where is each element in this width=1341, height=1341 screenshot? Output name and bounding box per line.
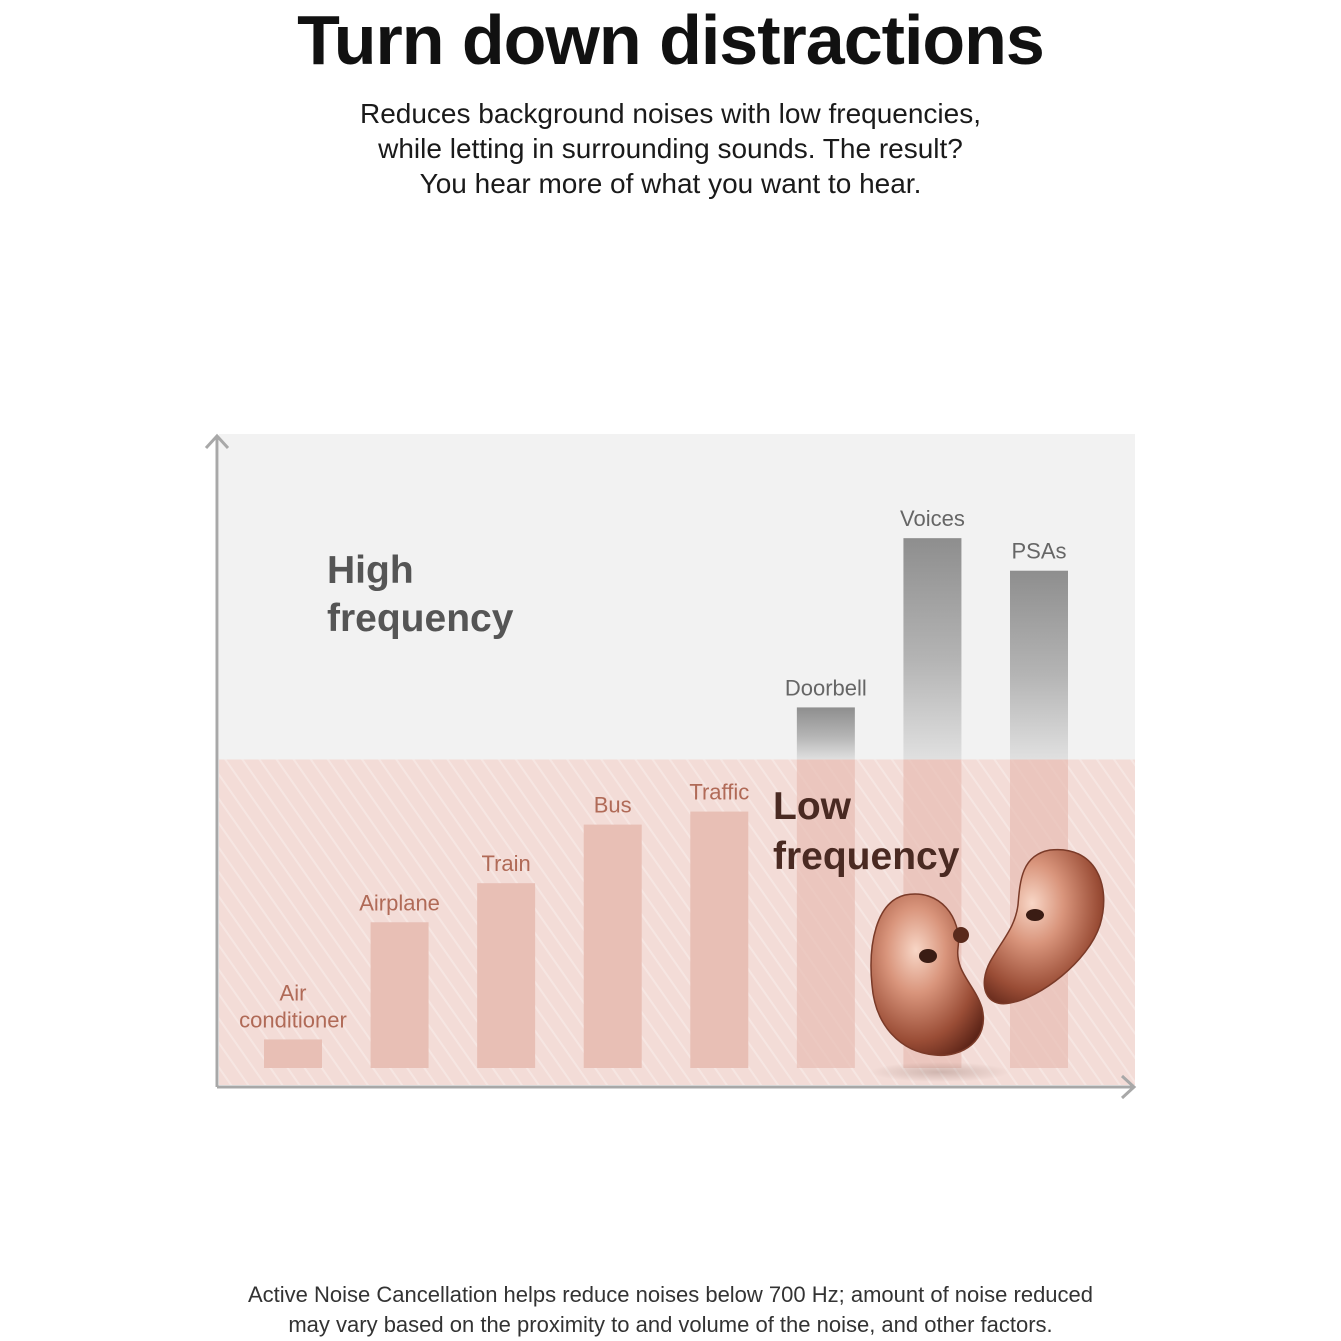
bar-1: [371, 922, 429, 1068]
region-label-line: High: [327, 549, 414, 592]
bar-7-upper: [1010, 571, 1068, 760]
earbud-left-tip: [953, 927, 969, 943]
category-label-line: Airplane: [359, 890, 440, 916]
bar-3: [584, 825, 642, 1068]
category-label-line: Traffic: [689, 779, 750, 805]
subtitle-line: while letting in surrounding sounds. The result?: [378, 133, 963, 164]
bar-4: [690, 812, 748, 1068]
category-label-line: Voices: [900, 506, 965, 532]
category-label-6: [900, 506, 965, 531]
category-label-line: Air: [279, 980, 307, 1006]
low-frequency-texture: [219, 760, 1135, 1086]
earbud-shadow: [870, 1062, 1010, 1082]
bar-6-upper: [903, 538, 961, 759]
bar-2: [477, 883, 535, 1068]
category-label-4: [689, 780, 749, 805]
category-label-7: [1011, 539, 1066, 564]
category-label-3: [594, 793, 632, 818]
subtitle-line: Reduces background noises with low frequencies,: [359, 98, 982, 129]
bar-5-upper: [797, 707, 855, 759]
region-label-line: Low: [773, 785, 851, 828]
category-label-1: [359, 890, 440, 915]
region-label-line: frequency: [327, 597, 514, 640]
category-label-line: Bus: [593, 792, 632, 818]
footnote: [0, 1280, 1341, 1340]
category-label-line: conditioner: [239, 1007, 347, 1033]
bar-0: [264, 1039, 322, 1068]
region-label-line: frequency: [773, 835, 960, 878]
category-label-2: [481, 851, 530, 876]
subtitle-line: You hear more of what you want to hear.: [419, 168, 922, 199]
category-label-5: [785, 675, 867, 700]
earbud-right-mesh: [1026, 909, 1044, 921]
headline: Turn down distractions: [297, 1, 1044, 79]
category-label-line: Train: [481, 851, 531, 877]
category-label-line: PSAs: [1011, 538, 1067, 564]
category-label-line: Doorbell: [784, 675, 867, 701]
footnote-line: may vary based on the proximity to and volume of the noise, and other factors.: [288, 1312, 1053, 1337]
earbud-left-mesh: [919, 949, 937, 963]
footnote-line: Active Noise Cancellation helps reduce noises below 700 Hz; amount of noise reduced: [247, 1282, 1094, 1307]
